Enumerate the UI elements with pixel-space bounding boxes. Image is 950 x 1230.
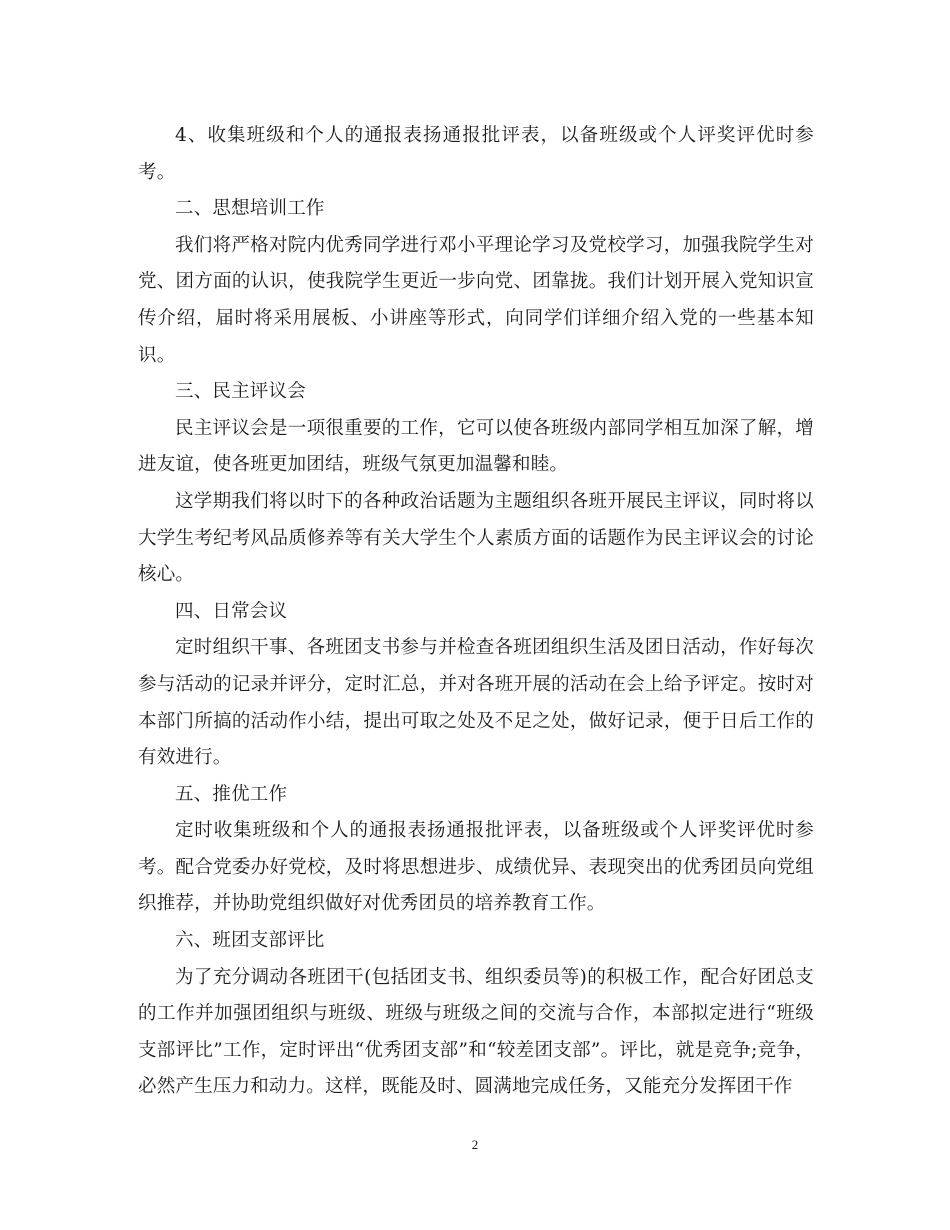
paragraph-democratic-review-2: 这学期我们将以时下的各种政治话题为主题组织各班开展民主评议，同时将以大学生考纪考风品质修养等有关大学生个人素质方面的话题作为民主评议会的讨论核心。 — [138, 490, 814, 586]
section-heading-thought-training: 二、思想培训工作 — [175, 198, 325, 220]
paragraph-branch-evaluation: 为了充分调动各班团干(包括团支书、组织委员等)的积极工作，配合好团总支的工作并加强团组织与班级、班级与班级之间的交流与合作，本部拟定进行“班级支部评比”工作，定时评出“优秀团支部”和“较差团支部”。评比，就是竞争;竞争，必然产生压力和动力。这样，既能及时、圆满地完成任务，又能充分发挥团干作 — [138, 966, 814, 1098]
paragraph-recommend-excellent: 定时收集班级和个人的通报表扬通报批评表，以备班级或个人评奖评优时参考。配合党委办好党校，及时将思想进步、成绩优异、表现突出的优秀团员向党组织推荐，并协助党组织做好对优秀团员的培养教育工作。 — [138, 820, 814, 915]
section-heading-democratic-review: 三、民主评议会 — [175, 381, 306, 403]
section-heading-recommend-excellent: 五、推优工作 — [175, 783, 288, 805]
paragraph-item-4: 4、收集班级和个人的通报表扬通报批评表，以备班级或个人评奖评优时参考。 — [138, 125, 814, 183]
page-number: 2 — [471, 1137, 479, 1152]
paragraph-democratic-review-1: 民主评议会是一项很重要的工作，它可以使各班级内部同学相互加深了解，增进友谊，使各班更加团结，班级气氛更加温馨和睦。 — [138, 417, 814, 476]
paragraph-daily-meetings: 定时组织干事、各班团支书参与并检查各班团组织生活及团日活动，作好每次参与活动的记录并评分，定时汇总，并对各班开展的活动在会上给予评定。按时对本部门所搞的活动作小结，提出可取之处及不足之处，做好记录，便于日后工作的有效进行。 — [138, 637, 814, 769]
section-heading-branch-evaluation: 六、班团支部评比 — [175, 930, 325, 952]
document-body — [138, 118, 814, 1106]
paragraph-thought-training: 我们将严格对院内优秀同学进行邓小平理论学习及党校学习，加强我院学生对党、团方面的认识，使我院学生更近一步向党、团靠拢。我们计划开展入党知识宣传介绍，届时将采用展板、小讲座等形式，向同学们详细介绍入党的一些基本知识。 — [138, 234, 814, 366]
section-heading-daily-meetings: 四、日常会议 — [175, 600, 288, 622]
